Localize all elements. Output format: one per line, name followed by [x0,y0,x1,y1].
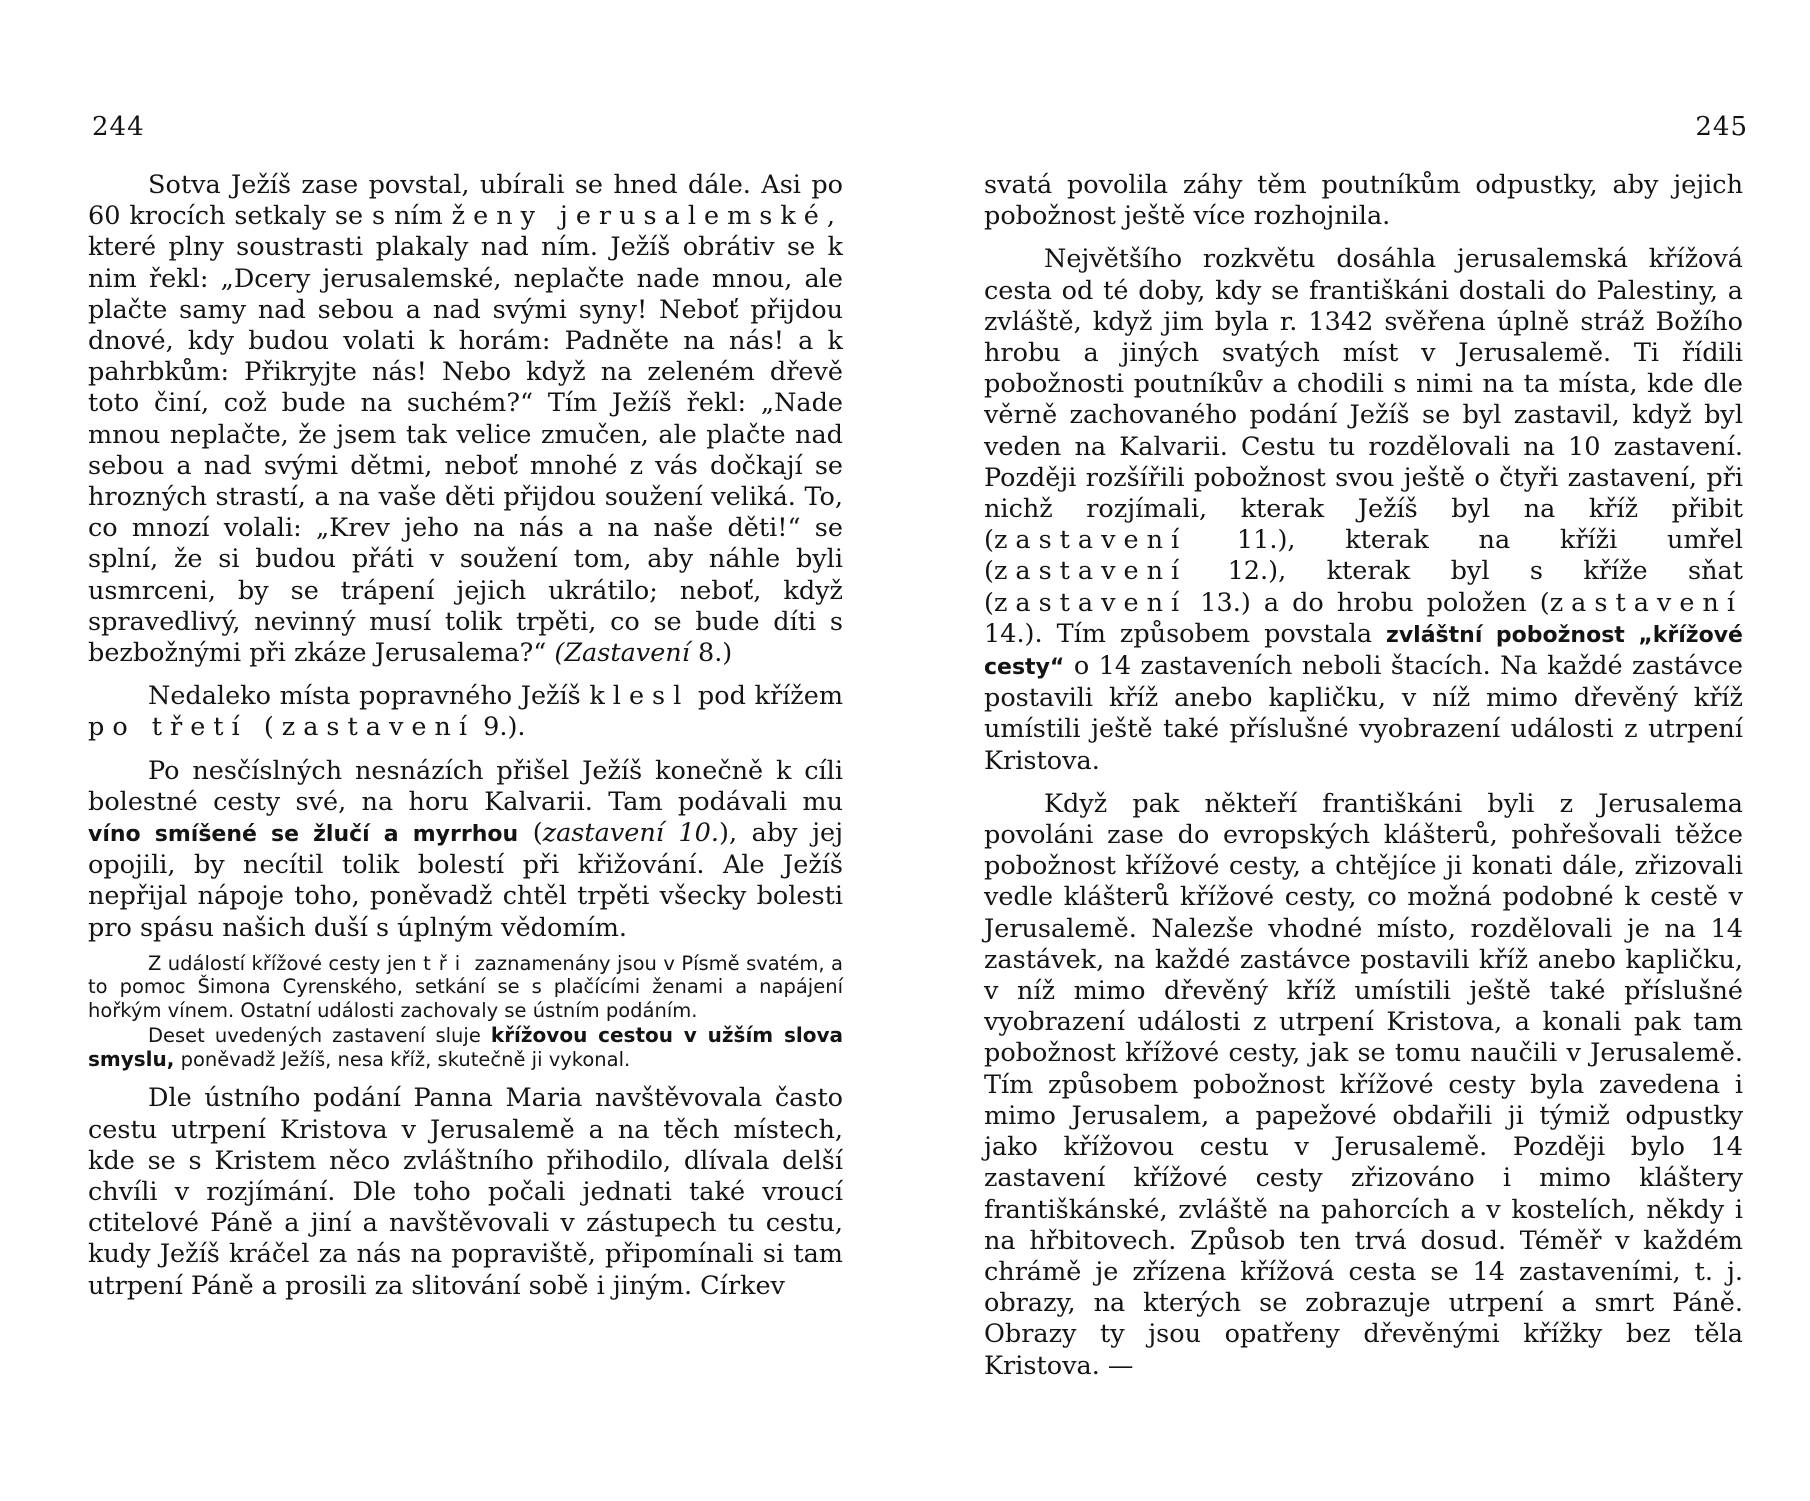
paragraph [984,244,1743,776]
spaced-emphasis: zastavení [1549,587,1743,618]
text-run: Po nesčíslných nesnázích přišel Ježíš konečně k cíli bolestné cesty své, na horu Kalvarii. Tam podávali mu [88,755,843,817]
spaced-emphasis: po třetí (zastavení [88,712,476,743]
bold-emphasis: křížovou cestou v užším slova smyslu, [88,1023,843,1071]
text-run: Sotva Ježíš zase povstal, ubírali se hned dále. Asi po 60 krocích setkaly se s ním [88,170,843,232]
page-number: 245 [1695,112,1748,142]
spaced-emphasis: zastavení [993,556,1188,587]
text-run: ( [518,818,543,849]
text-run: Největšího rozkvětu dosáhla jerusalemská křížová cesta od té doby, kdy se františkáni dostali do Palestiny, a zvláště, když jim byla r. 1342 svěřena úplně stráž Božího hrobu a jiných svatých míst v Jerusalemě. Ti řídili pobožnosti poutníkův a chodili s nimi na ta místa, kde dle věrně zachovaného podání Ježíš se byl zastavil, když byl veden na Kalvarii. Cestu tu rozdělovali na 10 zastavení. Později rozšířili pobožnost svou ještě o čtyři zastavení, při nichž rozjímali, kterak Ježíš byl na kříž přibit ( [984,244,1743,556]
spaced-emphasis: zastavení [993,587,1188,618]
text-run: 11.), kterak na kříži umřel ( [984,525,1743,587]
bold-emphasis: zvláštní pobožnost „křížové cesty“ [984,622,1743,681]
paragraph: Dle ústního podání Panna Maria navštěvovala často cestu utrpení Kristova v Jerusalemě a na těch místech, kde se s Kristem něco zvláštního přihodilo, dlívala delší chvíli v rozjímání. Dle toho počali jednati také vroucí ctitelové Páně a jiní a navštěvovali v zástupech tu cestu, kudy Ježíš kráčel za nás na popraviště, připomínali si tam utrpení Páně a prosili za slitování sobě i jiným. Církev [88,1083,843,1301]
text-run: 13.) a do hrobu položen ( [1187,587,1550,618]
text-run: Deset uvedených zastavení sluje [148,1024,491,1048]
paragraph: svatá povolila záhy těm poutníkům odpustky, aby jejich pobožnost ještě více rozhojnila. [984,170,1743,232]
footnote [88,952,843,1023]
text-run: Nedaleko místa popravného Ježíš [148,681,590,712]
bold-emphasis: víno smíšené se žlučí a myrrhou [88,822,519,848]
page-body [88,170,843,1302]
right-page [905,0,1810,1501]
paragraph [88,756,843,944]
text-run: zaznamenány jsou v Písmě svatém, a to pomoc Šimona Cyrenského, setkání se s plačícími ženami a napájení hořkým vínem. Ostatní události zachovaly se ústním podáním. [88,951,843,1022]
italic-reference: (Zastavení [554,638,690,669]
page-number: 244 [92,112,145,142]
text-run: Z událostí křížové cesty jen [148,951,424,975]
paragraph [88,681,843,743]
paragraph: Když pak někteří františkáni byli z Jerusalema povoláni zase do evropských klášterů, pohřešovali těžce pobožnost křížové cesty, a chtějíce ji konati dále, zřizovali vedle klášterů křížové cesty, co možná podobné k cestě v Jerusalemě. Nalezše vhodné místo, rozdělovali je na 14 zastávek, na každé zastávce postavili kříž anebo kapličku, v níž mimo dřevěný kříž umístili ještě také příslušné vyobrazení události z utrpení Kristova, a konali pak tam pobožnost křížové cesty, jak se tomu naučili v Jerusalemě. Tím způsobem pobožnost křížové cesty byla zavedena i mimo Jerusalem, a papežové obdařili ji týmiž odpustky jako křížovou cestu v Jerusalemě. Později bylo 14 zastavení křížové cesty zřizováno i mimo kláštery františkánské, zvláště na pahorcích a v kostelích, někdy i na hřbitovech. Způsob ten trvá dosud. Téměř v každém chrámě je zřízena křížová cesta se 14 zastaveními, t. j. obrazy, na kterých se zobrazuje utrpení a smrt Páně. Obrazy ty jsou opatřeny dřevěnými křížky bez těla Kristova. — [984,788,1743,1381]
text-run: pod křížem [689,681,844,712]
spaced-emphasis: tři [423,951,469,975]
text-run: 12.), kterak byl s kříže sňat ( [984,556,1743,618]
text-run: které plny soustrasti plakaly nad ním. Ježíš obrátiv se k nim řekl: „Dcery jerusalemské, neplačte nade mnou, ale plačte samy nad sebou a nad svými syny! Neboť přijdou dnové, kdy budou volati k horám: Padněte na nás! a k pahrbkům: Přikryjte nás! Nebo když na zeleném dřevě toto činí, což bude na suchém?“ Tím Ježíš řekl: „Nade mnou neplačte, že jsem tak velice zmučen, ale plačte nad sebou a nad svými dětmi, neboť mnohé z vás dočkají se hrozných strastí, a na vaše děti přijdou soužení veliká. To, co mnozí volali: „Krev jeho na nás a na naše děti!“ se splní, že si budou přáti v soužení tom, aby náhle byli usmrceni, by se trápení jejich ukrátilo; neboť, když spravedlivý, nevinný musí tolik trpěti, co se bude díti s bezbožnými při zkáze Jerusalema?“ [88,232,843,669]
text-run: 14.). Tím způsobem povstala [984,618,1387,649]
italic-reference: zastavení 10. [542,818,720,849]
text-run: poněvadž Ježíš, nesa kříž, skutečně ji vykonal. [174,1047,631,1071]
paragraph [88,170,843,669]
spaced-emphasis: ženy jerusalemské, [451,201,843,232]
text-run: 9.). [475,712,526,743]
spaced-emphasis: zastavení [993,525,1188,556]
text-run: 8.) [689,638,733,669]
spaced-emphasis: klesl [589,681,690,712]
page-body [984,170,1743,1382]
footnote [88,1024,843,1071]
text-run: ), aby jej opojili, by necítil tolik bolestí při křižování. Ale Ježíš nepřijal nápoje toho, poněvadž chtěl trpěti všecky bolesti pro spásu našich duší s úplným vědomím. [88,818,843,943]
text-run: o 14 zastaveních neboli štacích. Na každé zastávce postavili kříž anebo kapličku, v níž mimo dřevěný kříž umístili ještě také příslušné vyobrazení události z utrpení Kristova. [984,651,1743,776]
